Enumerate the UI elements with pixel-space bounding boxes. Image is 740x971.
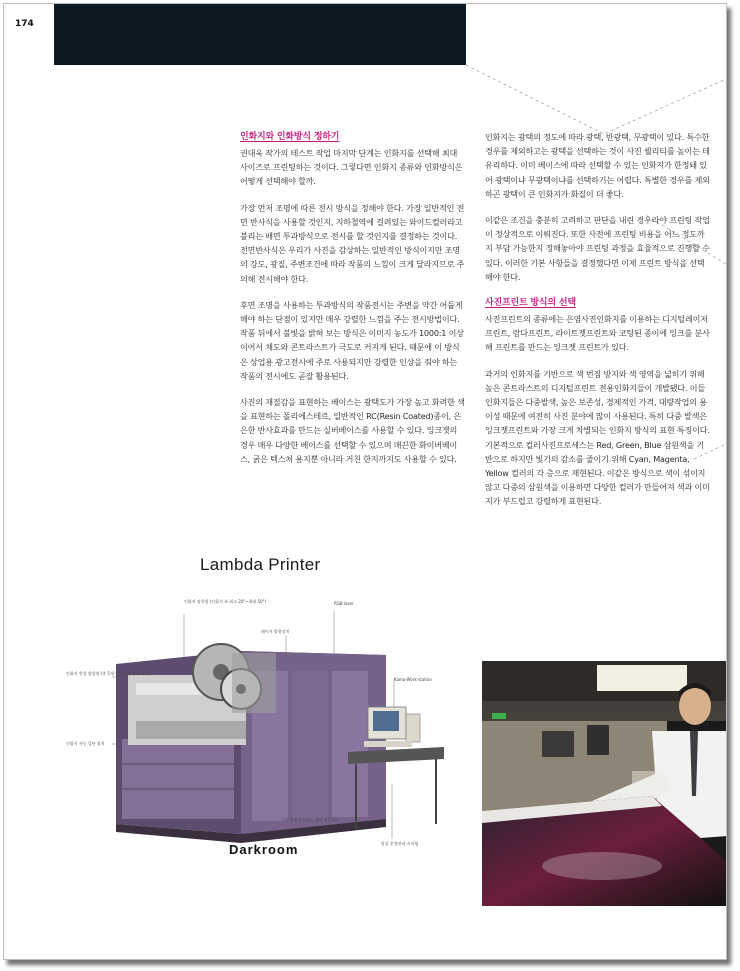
callout-paper-roll: 인화지 현상 발광원 (총 5개 인화지롤 장착 가능) (66, 671, 151, 676)
left-text-column (240, 130, 466, 478)
callout-horizontal-motion: 수평 운동의 (감도, 광원 적응성) (281, 817, 337, 822)
figure-title: Lambda Printer (200, 555, 321, 574)
callout-rgb-laser: RGB laser (334, 601, 354, 606)
body-paragraph: 권대욱 작가의 테스트 작업 마지막 단계는 인화지를 선택해 최대 사이즈로 프린팅하는 것이다. 그렇다면 인화지 종류와 인화방식은 어떻게 선택해야 할까. (240, 148, 463, 187)
photo-drawing (482, 661, 727, 906)
magazine-page (3, 3, 727, 960)
body-paragraph: 사진프린트의 종류에는 은염사진인화지를 이용하는 디지털레이저프린트, 람다프린트, 라이트젯프린트와 코팅된 종이에 잉크를 분사해 프린트를 만드는 잉크젯 프린트가 있다. (485, 314, 710, 353)
callout-auto-cutter: 인화지 자동 절단 장치 (66, 741, 105, 746)
photo-print-inspection (482, 661, 727, 906)
right-text-column (485, 130, 711, 521)
callout-darkroom-management: 암실 운영관리 시작됨 (381, 841, 419, 846)
callout-paper-holder: 인화지 장착함 (인화지 폭 최소 20"~최대 50") (184, 599, 267, 604)
section-heading-print: 사진프린트 방식의 선택 (485, 298, 576, 309)
page-number: 174 (15, 19, 34, 29)
lambda-printer-illustration (56, 589, 456, 869)
figure-caption-darkroom: Darkroom (229, 842, 299, 857)
callout-laser-unit: 레이저 발광장치 (261, 629, 290, 634)
printer-drawing (56, 589, 456, 869)
body-paragraph: 과거의 인화지를 기반으로 색 번짐 방지와 색 영역을 넓히기 위해 높은 콘트라스트의 디지털프린트 전용인화지들이 개발됐다. 이들 인화지들은 다중발색, 높은 보존성, 경제적인 가격, 대량작업의 용이성 때문에 여전히 사진 분야에 많이 사용된다. 특히 다중 발색은 잉크젯프린트와 가장 크게 차별되는 인화지 방식의 표현 특징이다. 기본적으로 컬러사진프로세스는 Red, Green, Blue 삼원색을 기반으로 하지만 빛기의 감소를 줄이기 위해 Cyan, Magenta, Yellow 컬러의 각 층으로 재현된다. 이같은 방식으로 색이 섞이지 않고 다중의 삼원색을 이용하면 다양한 컬러가 만들어져 색과 이미지가 부드럽고 강렬하게 표현된다. (485, 368, 710, 507)
body-paragraph: 후면 조명을 사용하는 투과방식의 작품전시는 주변을 약간 어둡게 해야 하는 단점이 있지만 매우 강렬한 느낌을 주는 전시방법이다. 작품 뒤에서 불빛을 밝혀 보는 방식은 이미지 농도가 1000:1 이상이어서 채도와 콘트라스트가 극도로 커지게 된다. 때문에 이 방식은 상업용 광고전시에 주로 사용되지만 강렬한 인상을 줘야 하는 작품의 전시에도 곧잘 활용된다. (240, 299, 464, 381)
callout-workstation: Kama-Work-station (394, 677, 432, 682)
section-heading-paper: 인화지와 인화방식 정하기 (240, 132, 340, 142)
body-paragraph: 가장 먼저 조명에 따른 전시 방식을 정해야 한다. 가장 일반적인 전면 반사식을 사용할 것인지, 지하철역에 걸려있는 와이드컬러라고 불리는 배면 투과방식으로 전시를 할 것인지를 결정하는 것이다. 전면반사식은 우리가 사진을 감상하는 일반적인 방식이지만 조명의 강도, 광질, 주변조건에 따라 작품의 느낌이 크게 달라지므로 주의해 전시해야 한다. (240, 202, 465, 284)
body-paragraph: 이같은 조건을 충분히 고려하고 판단을 내린 경우라야 프린팅 작업이 정상적으로 이뤄진다. 또한 사전에 프린팅 비용을 어느 정도까지 부담 가능한지 정해놓아야 프린팅 과정을 효율적으로 진행할 수 있다. 이러한 기본 사항들을 결정했다면 이제 프린트 방식을 선택해야 한다. (485, 215, 710, 282)
body-paragraph: 인화지는 광택의 정도에 따라 광택, 반광택, 무광택이 있다. 특수한 경우를 제외하고는 광택을 선택하는 것이 사진 퀄리티를 높이는 데 유리하다. 이미 베이스에 따라 선택할 수 있는 인화지가 한정돼 있어 광택이냐 무광택이냐를 선택하기는 어렵다. 특별한 경우를 제외하곤 광택이 큰 인화지가 화질이 더 좋다. (485, 132, 710, 199)
body-paragraph: 사진의 재질감을 표현하는 베이스는 광택도가 가장 높고 화려한 색을 표현하는 폴리에스테르, 일반적인 RC(Resin Coated)종이, 은은한 반사효과를 만드는 실버베이스를 사용할 수 있다. 잉크젯의 경우 매우 다양한 베이스를 선택할 수 있으며 매끈한 화이버베이스, 굵은 텍스쳐 용지뿐 아니라 거친 한지까지도 사용할 수 있다. (240, 397, 465, 464)
